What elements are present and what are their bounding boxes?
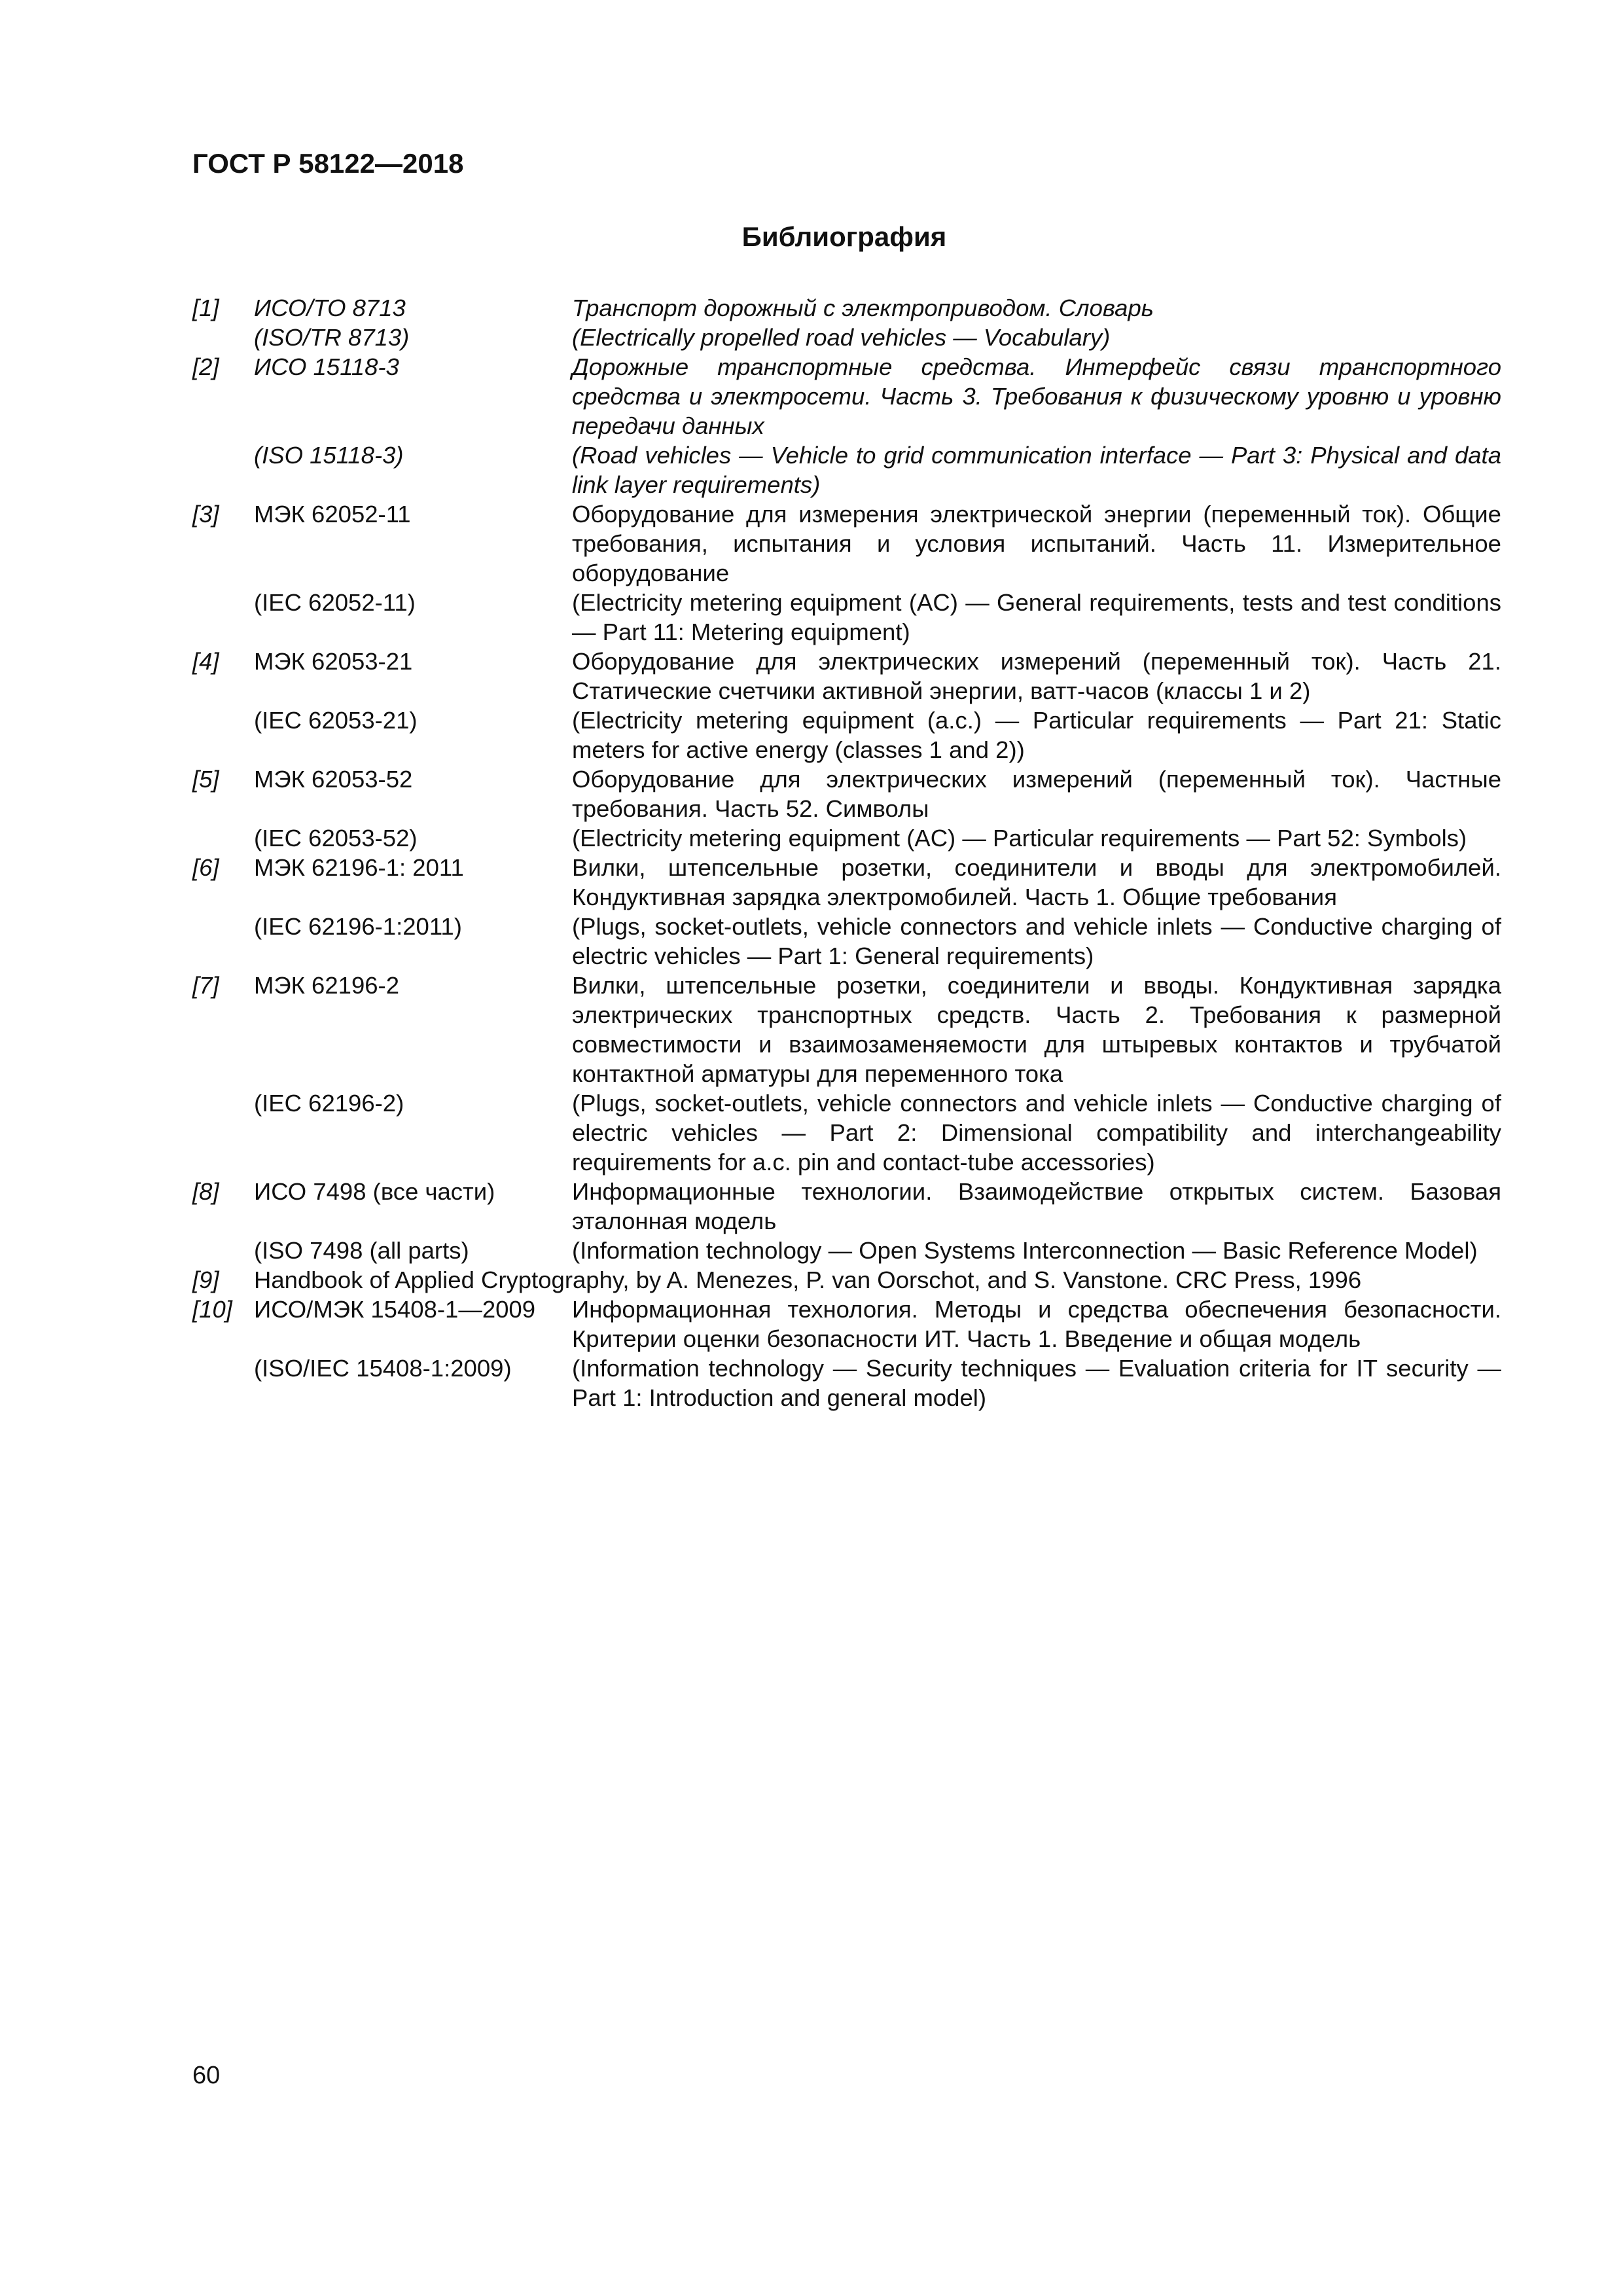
standard-title: Оборудование для электрических измерений (переменный ток). Часть 21. Статические счетчики активной энергии, ватт-часов (классы 1 и 2) [572,648,1501,704]
standard-title: Вилки, штепсельные розетки, соединители и вводы для электромобилей. Кондуктивная зарядка электромобилей. Часть 1. Общие требования [572,854,1501,910]
bibliography-entry-translation [192,1236,1501,1265]
standard-code: (ISO/IEC 15408-1:2009) [254,1355,512,1382]
standard-title: (Electricity metering equipment (AC) — General requirements, tests and test conditions — Part 11: Metering equipment) [572,589,1501,645]
standard-code: (ISO/TR 8713) [254,324,410,351]
bibliography-entry-translation [192,1088,1501,1177]
standard-code: МЭК 62052-11 [254,501,411,528]
standard-code: (ISO 15118-3) [254,442,404,469]
entry-number: [10] [192,1296,232,1323]
standard-code: МЭК 62053-21 [254,648,413,675]
bibliography-entry-translation [192,823,1501,853]
standard-title: (Information technology — Open Systems Interconnection — Basic Reference Model) [572,1237,1478,1264]
standard-code: (IEC 62196-1:2011) [254,913,462,940]
bibliography-entry [192,293,1501,323]
standard-code: ИСО 7498 (все части) [254,1178,495,1205]
standard-title: Информационная технология. Методы и средства обеспечения безопасности. Критерии оценки безопасности ИТ. Часть 1. Введение и общая модель [572,1296,1501,1352]
bibliography-entry [192,1265,1501,1295]
entry-number: [3] [192,501,219,528]
bibliography-entry [192,1295,1501,1354]
standard-code: МЭК 62053-52 [254,766,413,793]
bibliography-entry-translation [192,588,1501,647]
entry-number: [5] [192,766,219,793]
standard-title: Дорожные транспортные средства. Интерфейс связи транспортного средства и электросети. Часть 3. Требования к физическому уровню и уровню передачи данных [572,353,1501,439]
standard-title: Информационные технологии. Взаимодействие открытых систем. Базовая эталонная модель [572,1178,1501,1234]
bibliography-entry [192,352,1501,440]
bibliography-entry-translation [192,912,1501,971]
bibliography-entry-translation [192,323,1501,352]
entry-reference: Handbook of Applied Cryptography, by A. Menezes, P. van Oorschot, and S. Vanstone. CRC Press, 1996 [254,1266,1362,1293]
standard-code: (IEC 62053-21) [254,707,418,734]
standard-code: (ISO 7498 (all parts) [254,1237,469,1264]
entry-number: [7] [192,972,219,999]
bibliography-entry-translation [192,440,1501,499]
standard-code: МЭК 62196-1: 2011 [254,854,464,881]
standard-title: Оборудование для измерения электрической энергии (переменный ток). Общие требования, испытания и условия испытаний. Часть 11. Измерительное оборудование [572,501,1501,586]
standard-code: ИСО 15118-3 [254,353,399,380]
standard-title: (Electricity metering equipment (a.c.) — Particular requirements — Part 21: Static meters for active energy (classes 1 and 2)) [572,707,1501,763]
standard-code: МЭК 62196-2 [254,972,399,999]
standard-title: (Electricity metering equipment (AC) — Particular requirements — Part 52: Symbols) [572,825,1467,852]
standard-code: ИСО/ТО 8713 [254,295,406,321]
bibliography-entry [192,971,1501,1088]
standard-title: (Road vehicles — Vehicle to grid communication interface — Part 3: Physical and data link layer requirements) [572,442,1501,498]
standard-title: Оборудование для электрических измерений (переменный ток). Частные требования. Часть 52. Символы [572,766,1501,822]
page-number: 60 [192,2062,221,2089]
bibliography-entry [192,853,1501,912]
entry-number: [2] [192,353,219,380]
bibliography-entry-translation [192,1354,1501,1412]
bibliography-entry [192,499,1501,588]
bibliography-entry-translation [192,706,1501,764]
standard-title: (Plugs, socket-outlets, vehicle connectors and vehicle inlets — Conductive charging of electric vehicles — Part 1: General requirements) [572,913,1501,969]
entry-number: [1] [192,295,219,321]
standard-title: (Electrically propelled road vehicles — Vocabulary) [572,324,1111,351]
bibliography-entry [192,1177,1501,1236]
standard-code: (IEC 62196-2) [254,1090,404,1117]
bibliography-entry [192,647,1501,706]
standard-title: Вилки, штепсельные розетки, соединители и вводы. Кондуктивная зарядка электрических транспортных средств. Часть 2. Требования к размерной совместимости и взаимозаменяемости для штыревых контактов и трубчатой контактной арматуры для переменного тока [572,972,1501,1087]
standard-title: (Information technology — Security techniques — Evaluation criteria for IT security — Part 1: Introduction and general model) [572,1355,1501,1411]
document-code: ГОСТ Р 58122—2018 [192,148,464,179]
bibliography-entry [192,764,1501,823]
page-title: Библиография [741,221,947,252]
entry-number: [8] [192,1178,219,1205]
standard-code: ИСО/МЭК 15408-1—2009 [254,1296,536,1323]
entry-number: [9] [192,1266,219,1293]
entry-number: [6] [192,854,219,881]
standard-title: Транспорт дорожный с электроприводом. Словарь [572,295,1154,321]
standard-title: (Plugs, socket-outlets, vehicle connectors and vehicle inlets — Conductive charging of electric vehicles — Part 2: Dimensional compatibility and interchangeability requirements for a.c. pin and contact-tube accessories) [572,1090,1501,1175]
entry-number: [4] [192,648,219,675]
bibliography-list [192,293,1501,1412]
standard-code: (IEC 62052-11) [254,589,416,616]
standard-code: (IEC 62053-52) [254,825,418,852]
